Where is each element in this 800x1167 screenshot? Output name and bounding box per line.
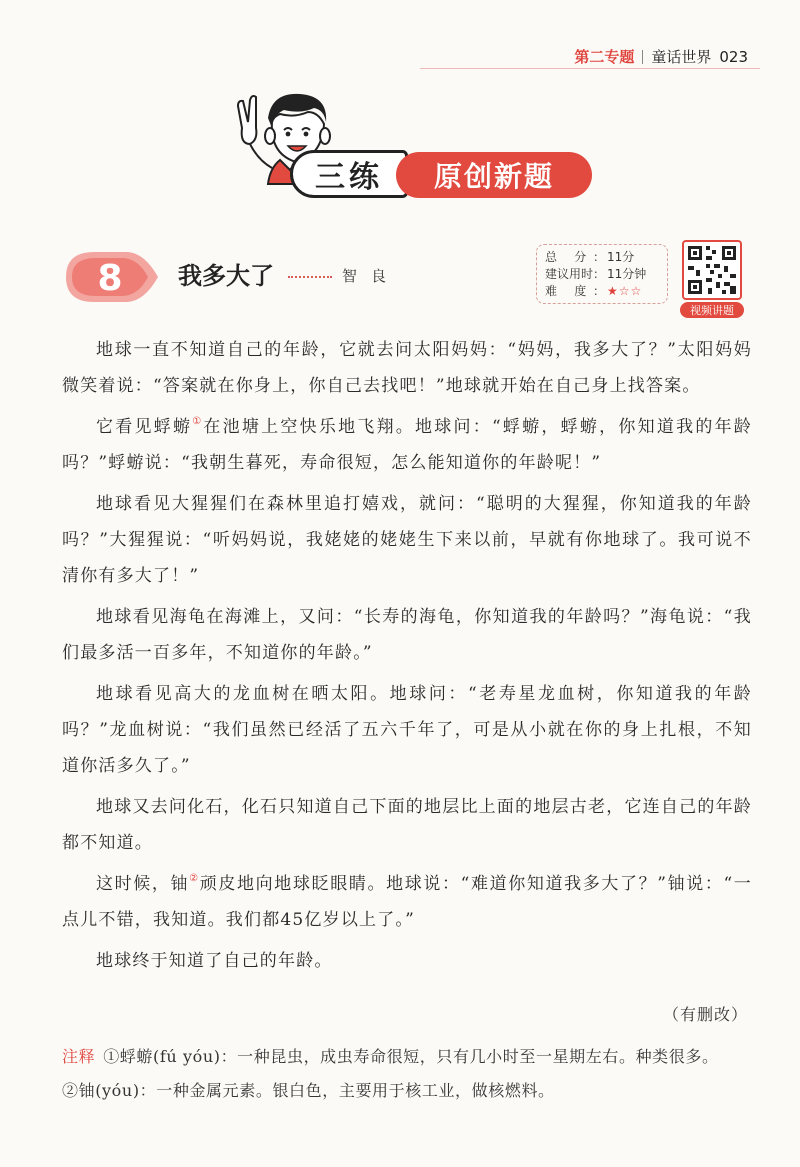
page-number: 023 — [719, 48, 748, 66]
video-lesson-button[interactable]: 视频讲题 — [680, 302, 744, 318]
time-label: 建议用时： — [545, 267, 606, 281]
banner-label-left: 三练 — [290, 150, 408, 198]
difficulty-label: 难 度： — [545, 284, 605, 298]
lesson-number: 8 — [97, 258, 123, 299]
lesson-title: 我多大了 — [178, 262, 274, 290]
footnote-ref-2: ② — [189, 873, 200, 884]
paragraph: 地球看见高大的龙血树在晒太阳。地球问：“老寿星龙血树，你知道我的年龄吗？”龙血树说：“我们虽然已经活了五六千年了，可是从小就在你的身上扎根，不知道你活多久了。” — [62, 684, 752, 776]
paragraph: 地球又去问化石，化石只知道自己下面的地层比上面的地层古老，它连自己的年龄都不知道。 — [62, 797, 752, 853]
header-rule — [420, 68, 760, 69]
lesson-number-badge — [60, 248, 160, 306]
banner-label-right: 原创新题 — [396, 152, 592, 198]
lesson-title-row — [178, 256, 400, 291]
annotation-1: ①蜉蝣(fú yóu)：一种昆虫，成虫寿命很短，只有几小时至一星期左右。种类很多。 — [103, 1047, 719, 1066]
annotations — [62, 1040, 762, 1108]
difficulty-stars: ★☆☆ — [607, 284, 643, 298]
lesson-author: 智良 — [342, 267, 401, 285]
paragraph — [62, 409, 752, 481]
running-header — [574, 46, 748, 67]
paragraph-text: 顽皮地向地球眨眼睛。地球说：“难道你知道我多大了？”铀说：“一点儿不错，我知道。我们都45亿岁以上了。” — [62, 874, 753, 930]
paragraph-text: 这时候，铀 — [96, 874, 190, 894]
info-box — [536, 244, 668, 304]
score-label: 总 分： — [545, 250, 605, 264]
annotation-label: 注释 — [62, 1047, 96, 1066]
paragraph: 地球终于知道了自己的年龄。 — [96, 951, 333, 971]
footnote-ref-1: ① — [192, 416, 204, 427]
annotation-2: ②铀(yóu)：一种金属元素。银白色，主要用于核工业，做核燃料。 — [62, 1081, 555, 1100]
qr-code-icon[interactable] — [682, 240, 742, 300]
score-value: 11分 — [607, 250, 635, 264]
header-subtopic: 童话世界 — [651, 48, 712, 66]
qr-pattern — [684, 242, 740, 298]
story-body — [62, 332, 752, 984]
paragraph-text: 在池塘上空快乐地飞翔。地球问：“蜉蝣，蜉蝣，你知道我的年龄吗？”蜉蝣说：“我朝生暮死，寿命很短，怎么能知道你的年龄呢！” — [62, 417, 753, 473]
title-dotted-leader — [288, 276, 332, 278]
header-separator — [642, 50, 643, 64]
paragraph: 地球一直不知道自己的年龄，它就去问太阳妈妈：“妈妈，我多大了？”太阳妈妈微笑着说：“答案就在你身上，你自己去找吧！”地球就开始在自己身上找答案。 — [62, 340, 752, 396]
source-note: （有删改） — [662, 1005, 748, 1024]
paragraph — [62, 866, 752, 938]
paragraph: 地球看见大猩猩们在森林里追打嬉戏，就问：“聪明的大猩猩，你知道我的年龄吗？”大猩猩说：“听妈妈说，我姥姥的姥姥生下来以前，早就有你地球了。我可说不清你有多大了！” — [62, 494, 752, 586]
header-topic: 第二专题 — [574, 48, 635, 66]
paragraph-text: 它看见蜉蝣 — [96, 417, 193, 437]
paragraph: 地球看见海龟在海滩上，又问：“长寿的海龟，你知道我的年龄吗？”海龟说：“我们最多活一百多年，不知道你的年龄。” — [62, 607, 752, 663]
time-value: 11分钟 — [607, 267, 647, 281]
